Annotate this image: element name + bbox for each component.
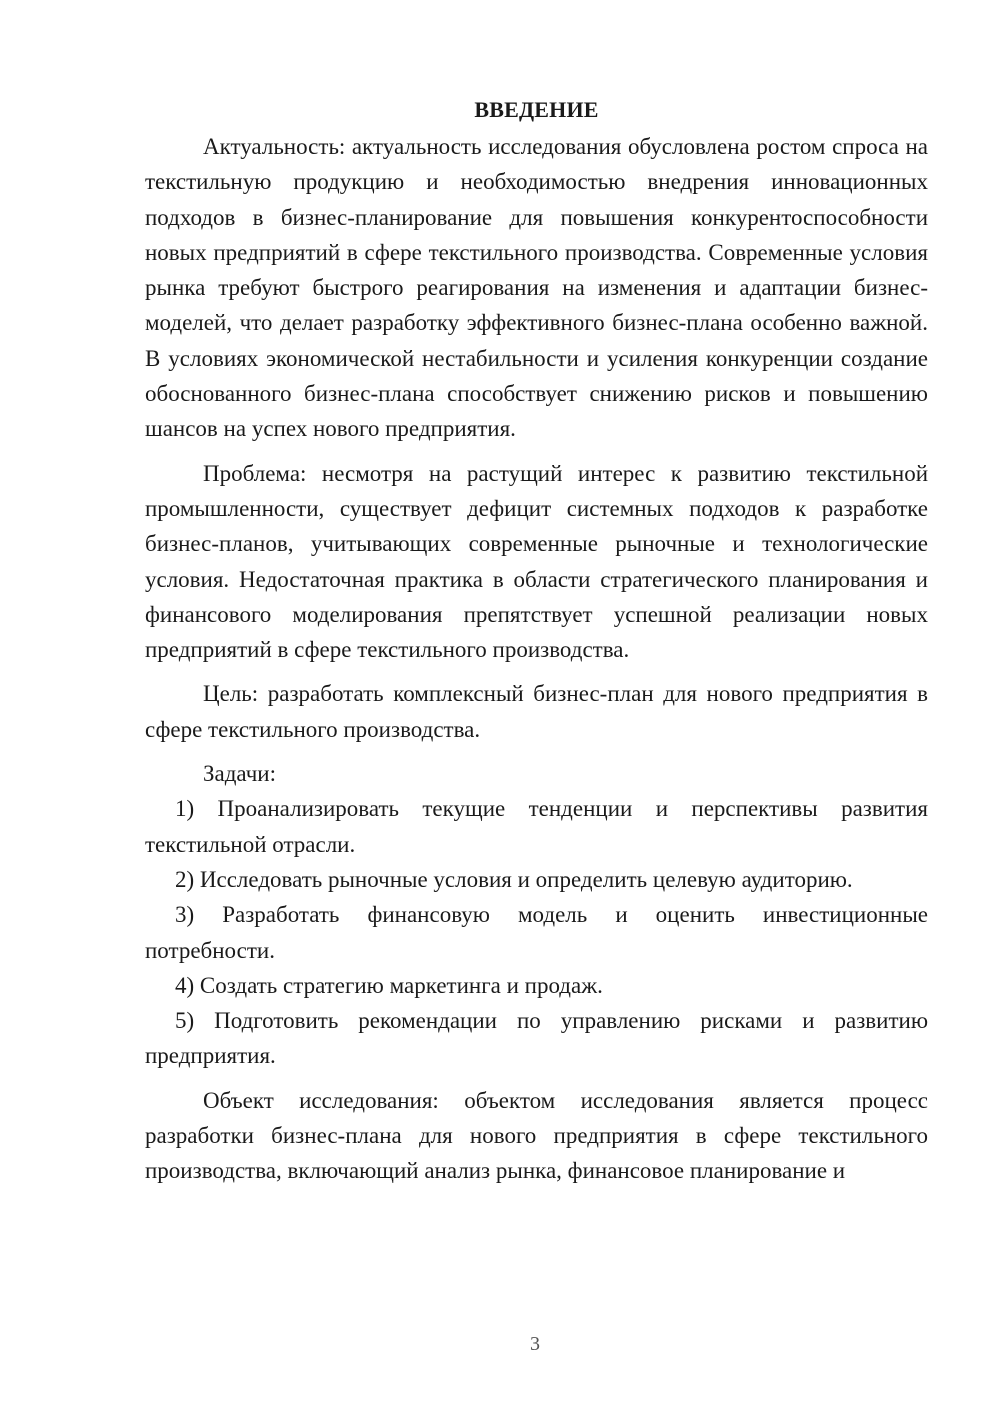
paragraph-problem: Проблема: несмотря на растущий интерес к развитию текстильной промышленности, существует дефицит системных подходов к разработке бизнес-планов, учитывающих современные рыночные и технологические условия. Недостаточная практика в области стратегического планирования и финансового моделирования препятствует успешной реализации новых предприятий в сфере текстильного производства. bbox=[145, 460, 928, 663]
section-heading: ВВЕДЕНИЕ bbox=[474, 97, 599, 122]
paragraph-relevance: Актуальность: актуальность исследования обусловлена ростом спроса на текстильную продукцию и необходимостью внедрения инновационных подходов в бизнес-планирование для повышения конкурентоспособности новых предприятий в сфере текстильного производства. Современные условия рынка требуют быстрого реагирования на изменения и адаптации бизнес-моделей, что делает разработку эффективного бизнес-плана особенно важной. В условиях экономической нестабильности и усиления конкуренции создание обоснованного бизнес-плана способствует снижению рисков и повышению шансов на успех нового предприятия. bbox=[145, 134, 928, 442]
page-number: 3 bbox=[530, 1333, 540, 1355]
task-item-4: 4) Создать стратегию маркетинга и продаж. bbox=[175, 972, 603, 998]
task-item-2: 2) Исследовать рыночные условия и определить целевую аудиторию. bbox=[175, 866, 853, 892]
page-content bbox=[145, 92, 928, 1189]
task-item-1: 1) Проанализировать текущие тенденции и перспективы развития текстильной отрасли. bbox=[145, 796, 928, 857]
task-list bbox=[145, 791, 928, 1073]
paragraph-object: Объект исследования: объектом исследования является процесс разработки бизнес-плана для нового предприятия в сфере текстильного производства, включающий анализ рынка, финансовое планирование и bbox=[145, 1087, 928, 1184]
paragraph-goal: Цель: разработать комплексный бизнес-план для нового предприятия в сфере текстильного производства. bbox=[145, 681, 928, 742]
task-item-5: 5) Подготовить рекомендации по управлению рисками и развитию предприятия. bbox=[145, 1008, 928, 1069]
task-item-3: 3) Разработать финансовую модель и оценить инвестиционные потребности. bbox=[145, 902, 928, 963]
tasks-label: Задачи: bbox=[203, 761, 276, 787]
